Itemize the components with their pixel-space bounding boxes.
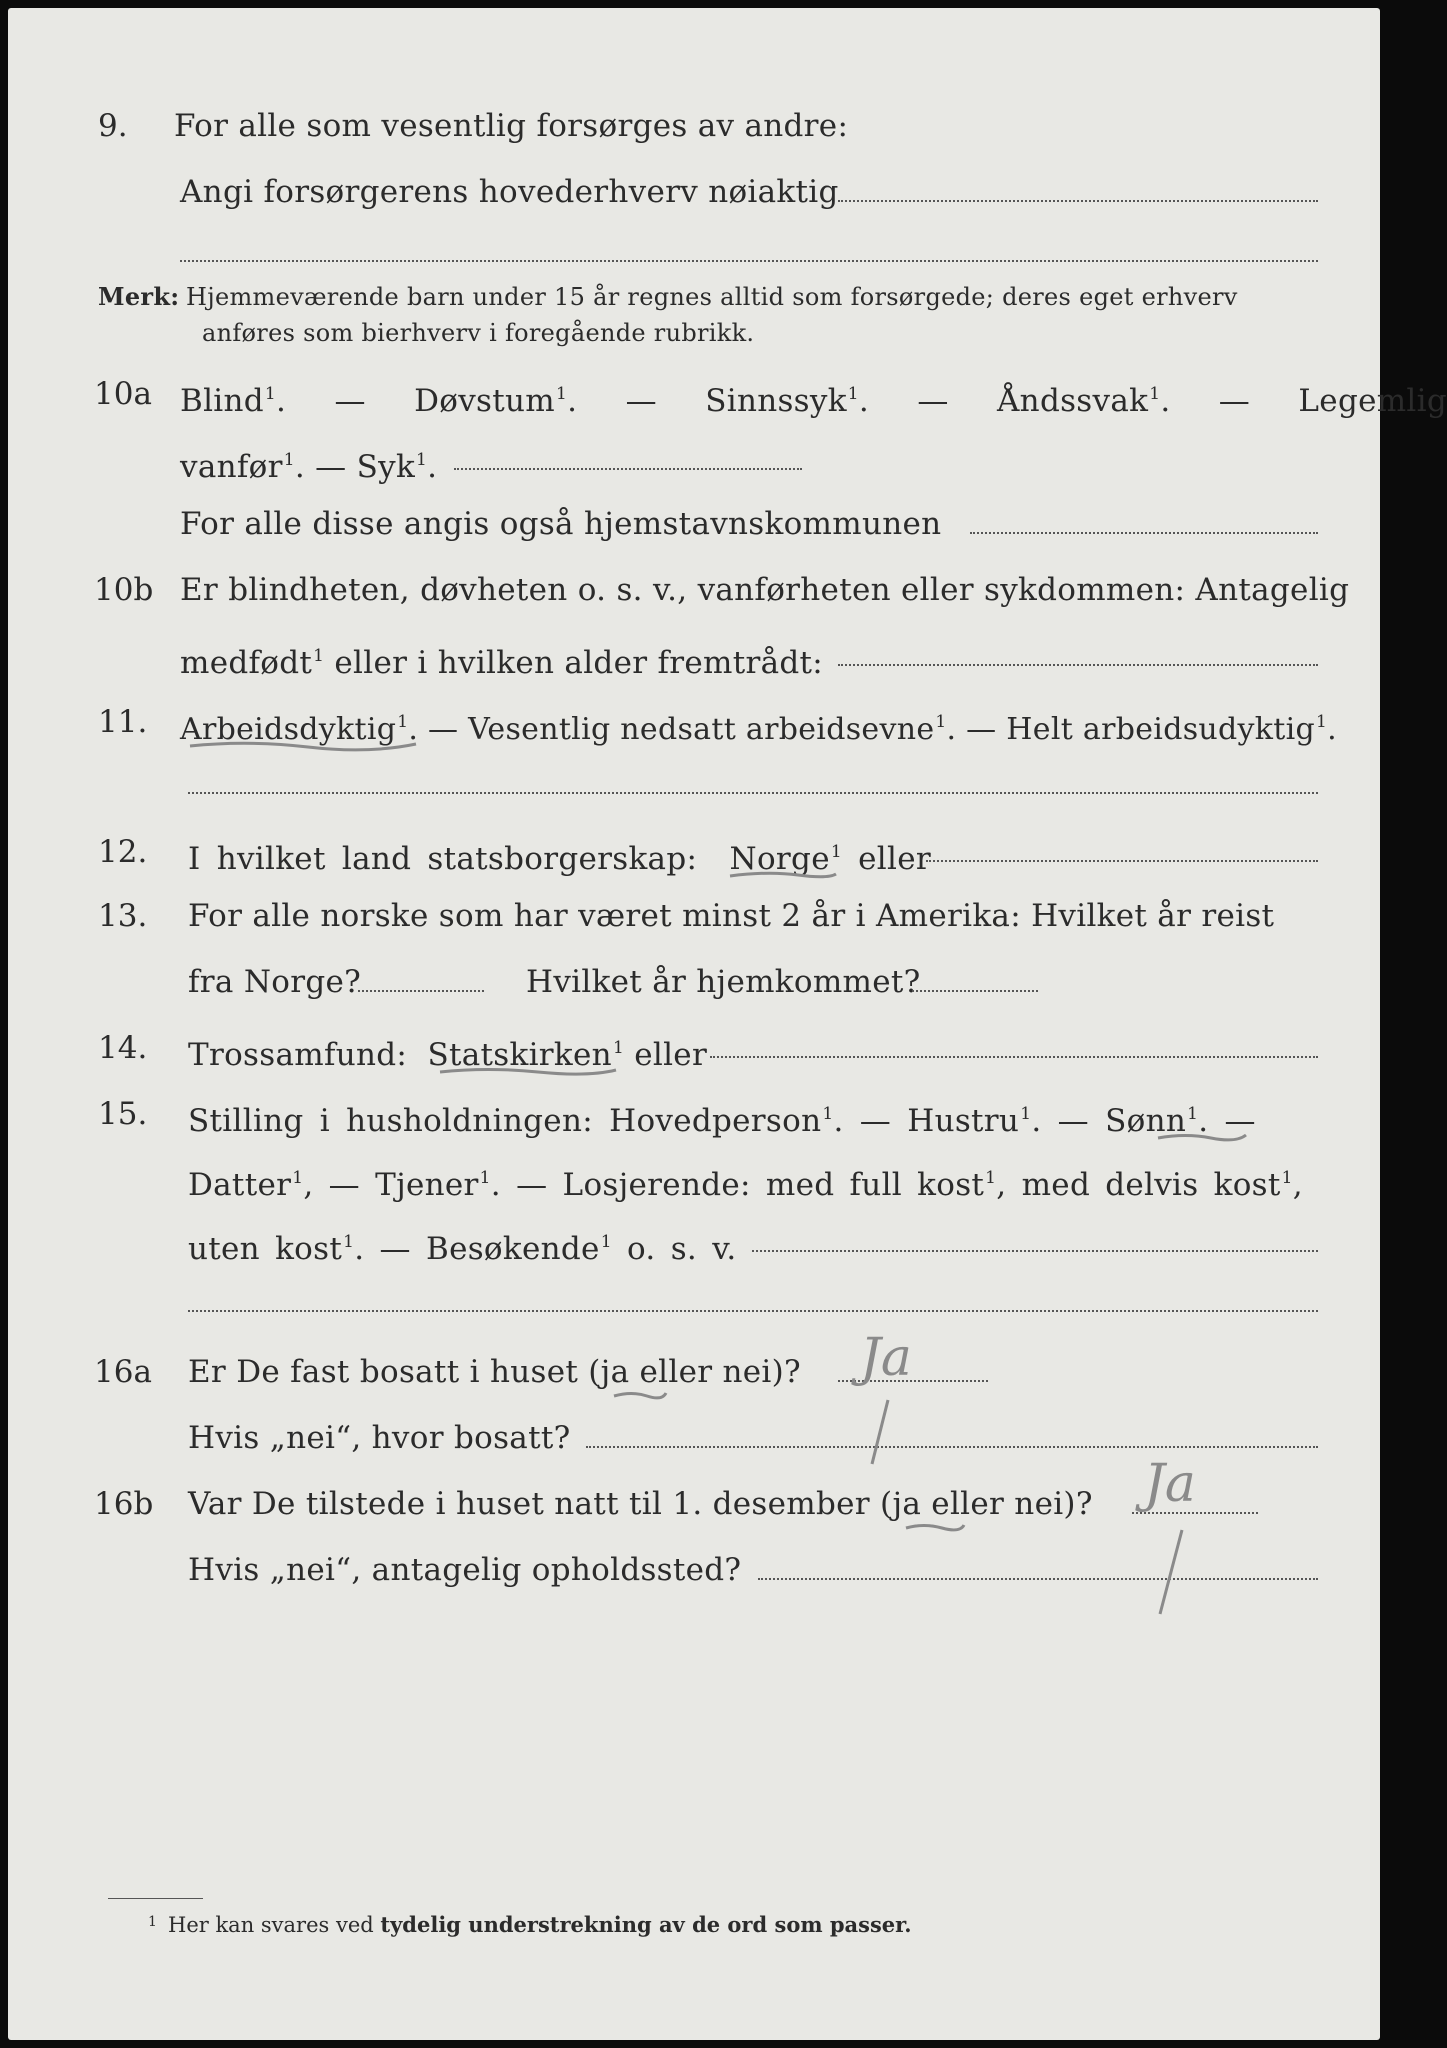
q9-line1: For alle som vesentlig forsørges av andre: [174, 108, 849, 144]
dash-mark-16b [1148, 1528, 1188, 1618]
merk-label: Merk: [98, 282, 180, 311]
q12-number: 12. [98, 834, 148, 870]
q16a-handwritten-answer: Ja [860, 1328, 912, 1388]
q16a-line1: Er De fast bosatt i huset (ja eller nei)? [188, 1354, 801, 1390]
opt-hustru[interactable]: . — Hustru [833, 1103, 1020, 1139]
opt-tjener[interactable]: , — Tjener [303, 1167, 479, 1203]
q9-number: 9. [98, 108, 128, 144]
q15-answer-field[interactable] [752, 1250, 1318, 1252]
q16b-handwritten-answer: Ja [1144, 1454, 1196, 1514]
underline-statskirken [438, 1064, 618, 1080]
underline-arbeidsdyktig [188, 738, 418, 754]
q10b-line2: medfødt$^1$ eller i hvilken alder fremtrådt: [180, 645, 824, 681]
opt-sinnssyk[interactable]: Sinnssyk [705, 383, 847, 419]
q16b-line2: Hvis „nei“, antagelig opholdssted? [188, 1552, 742, 1588]
opt-dovstum[interactable]: Døvstum [414, 383, 555, 419]
opt-vanfor[interactable]: vanfør [180, 449, 283, 485]
merk-line2: anføres som bierhverv i foregående rubrikk. [202, 319, 755, 347]
underline-sonn [1156, 1130, 1248, 1146]
q16b-opholdssted-field[interactable] [758, 1578, 1318, 1580]
q10a-number: 10a [94, 376, 152, 412]
opt-ja-16b[interactable]: ja [892, 1486, 922, 1522]
q10a-line1: Blind$^1$. — Døvstum$^1$. — Sinnssyk$^1$. — Åndssvak$^1$. — Legemlig [180, 383, 1447, 419]
q13-hjemkommet-field[interactable] [912, 990, 1038, 992]
q9-line2: Angi forsørgerens hovederhverv nøiaktig [180, 174, 839, 210]
opt-andssvak[interactable]: Åndssvak [997, 383, 1149, 419]
opt-syk[interactable]: Syk [356, 449, 416, 485]
q12-answer-field[interactable] [926, 860, 1318, 862]
q13-line2a: fra Norge? [188, 964, 362, 1000]
q10a-line2: vanfør$^1$. — Syk$^1$. [180, 449, 438, 485]
opt-datter[interactable]: Datter [188, 1167, 292, 1203]
q15-line3: uten kost$^1$. — Besøkende$^1$ o. s. v. [188, 1231, 737, 1267]
footnote-rule [108, 1898, 203, 1899]
q13-line1: For alle norske som har været minst 2 år i Amerika: Hvilket år reist [188, 898, 1275, 934]
q10b-line1: Er blindheten, døvheten o. s. v., vanførheten eller sykdommen: Antagelig [180, 572, 1350, 608]
opt-ja-16a[interactable]: ja [600, 1354, 630, 1390]
q10b-number: 10b [94, 572, 154, 608]
q10a-line3: For alle disse angis også hjemstavnskommunen [180, 506, 942, 542]
q11-line1: Arbeidsdyktig$^1$. — Vesentlig nedsatt arbeidsevne$^1$. — Helt arbeidsudyktig$^1$. [180, 712, 1337, 747]
opt-norge[interactable]: Norge [729, 841, 830, 877]
merk-line1: Hjemmeværende barn under 15 år regnes alltid som forsørgede; deres eget erhverv [186, 283, 1238, 311]
q16a-line2: Hvis „nei“, hvor bosatt? [188, 1420, 571, 1456]
opt-statskirken[interactable]: Statskirken [427, 1037, 612, 1073]
q13-line2b: Hvilket år hjemkommet? [526, 964, 921, 1000]
dash-mark-16a [864, 1398, 894, 1468]
opt-delvis-kost[interactable]: , med delvis kost [996, 1167, 1281, 1203]
q16a-number: 16a [94, 1354, 152, 1390]
opt-udyktig[interactable]: . — Helt arbeidsudyktig [946, 712, 1315, 747]
underline-ja-16a [612, 1388, 668, 1404]
q16b-line1: Var De tilstede i huset natt til 1. desember (ja eller nei)? [188, 1486, 1093, 1522]
opt-medfodt[interactable]: medfødt [180, 645, 313, 681]
opt-full-kost[interactable]: . — Losjerende: med full kost [490, 1167, 985, 1203]
q16b-number: 16b [94, 1486, 154, 1522]
opt-legemlig[interactable]: Legemlig [1298, 383, 1447, 419]
census-form-page [8, 8, 1447, 2040]
opt-arbeidsdyktig[interactable]: Arbeidsdyktig [180, 712, 397, 747]
opt-besokende[interactable]: . — Besøkende [354, 1231, 600, 1267]
q11-answer-field[interactable] [188, 792, 1318, 794]
q14-answer-field[interactable] [710, 1056, 1318, 1058]
underline-ja-16b [904, 1520, 966, 1536]
opt-uten-kost[interactable]: uten kost [188, 1231, 343, 1267]
q10a-hjemstavn-field[interactable] [970, 532, 1318, 534]
footnote-text: Her kan svares ved tydelig understrekning av de ord som passer. [168, 1912, 912, 1937]
q13-number: 13. [98, 898, 148, 934]
q11-number: 11. [98, 704, 148, 740]
q9-answer-field-2[interactable] [180, 260, 1318, 262]
q14-number: 14. [98, 1030, 148, 1066]
q10b-answer-field[interactable] [838, 664, 1318, 666]
q15-line1: Stilling i husholdningen: Hovedperson$^1$. — Hustru$^1$. — Sønn$^1$. — [188, 1103, 1256, 1139]
q9-answer-field[interactable] [838, 200, 1318, 202]
q12-line1: I hvilket land statsborgerskap: Norge$^1$ eller [188, 841, 931, 877]
q15-answer-field-2[interactable] [188, 1310, 1318, 1312]
q15-number: 15. [98, 1096, 148, 1132]
underline-norge [728, 868, 838, 884]
q13-reist-field[interactable] [358, 990, 484, 992]
q16a-bosatt-field[interactable] [586, 1446, 1318, 1448]
q10a-answer-field[interactable] [454, 468, 802, 470]
opt-hovedperson[interactable]: Stilling i husholdningen: Hovedperson [188, 1103, 822, 1139]
opt-nedsatt[interactable]: . — Vesentlig nedsatt arbeidsevne [408, 712, 935, 747]
footnote-mark: 1 [148, 1914, 157, 1930]
opt-sonn[interactable]: Sønn [1105, 1103, 1187, 1139]
q15-line2: Datter$^1$, — Tjener$^1$. — Losjerende: med full kost$^1$, med delvis kost$^1$, [188, 1167, 1303, 1203]
opt-blind[interactable]: Blind [180, 383, 264, 419]
q14-line1: Trossamfund: Statskirken$^1$ eller [188, 1037, 708, 1073]
